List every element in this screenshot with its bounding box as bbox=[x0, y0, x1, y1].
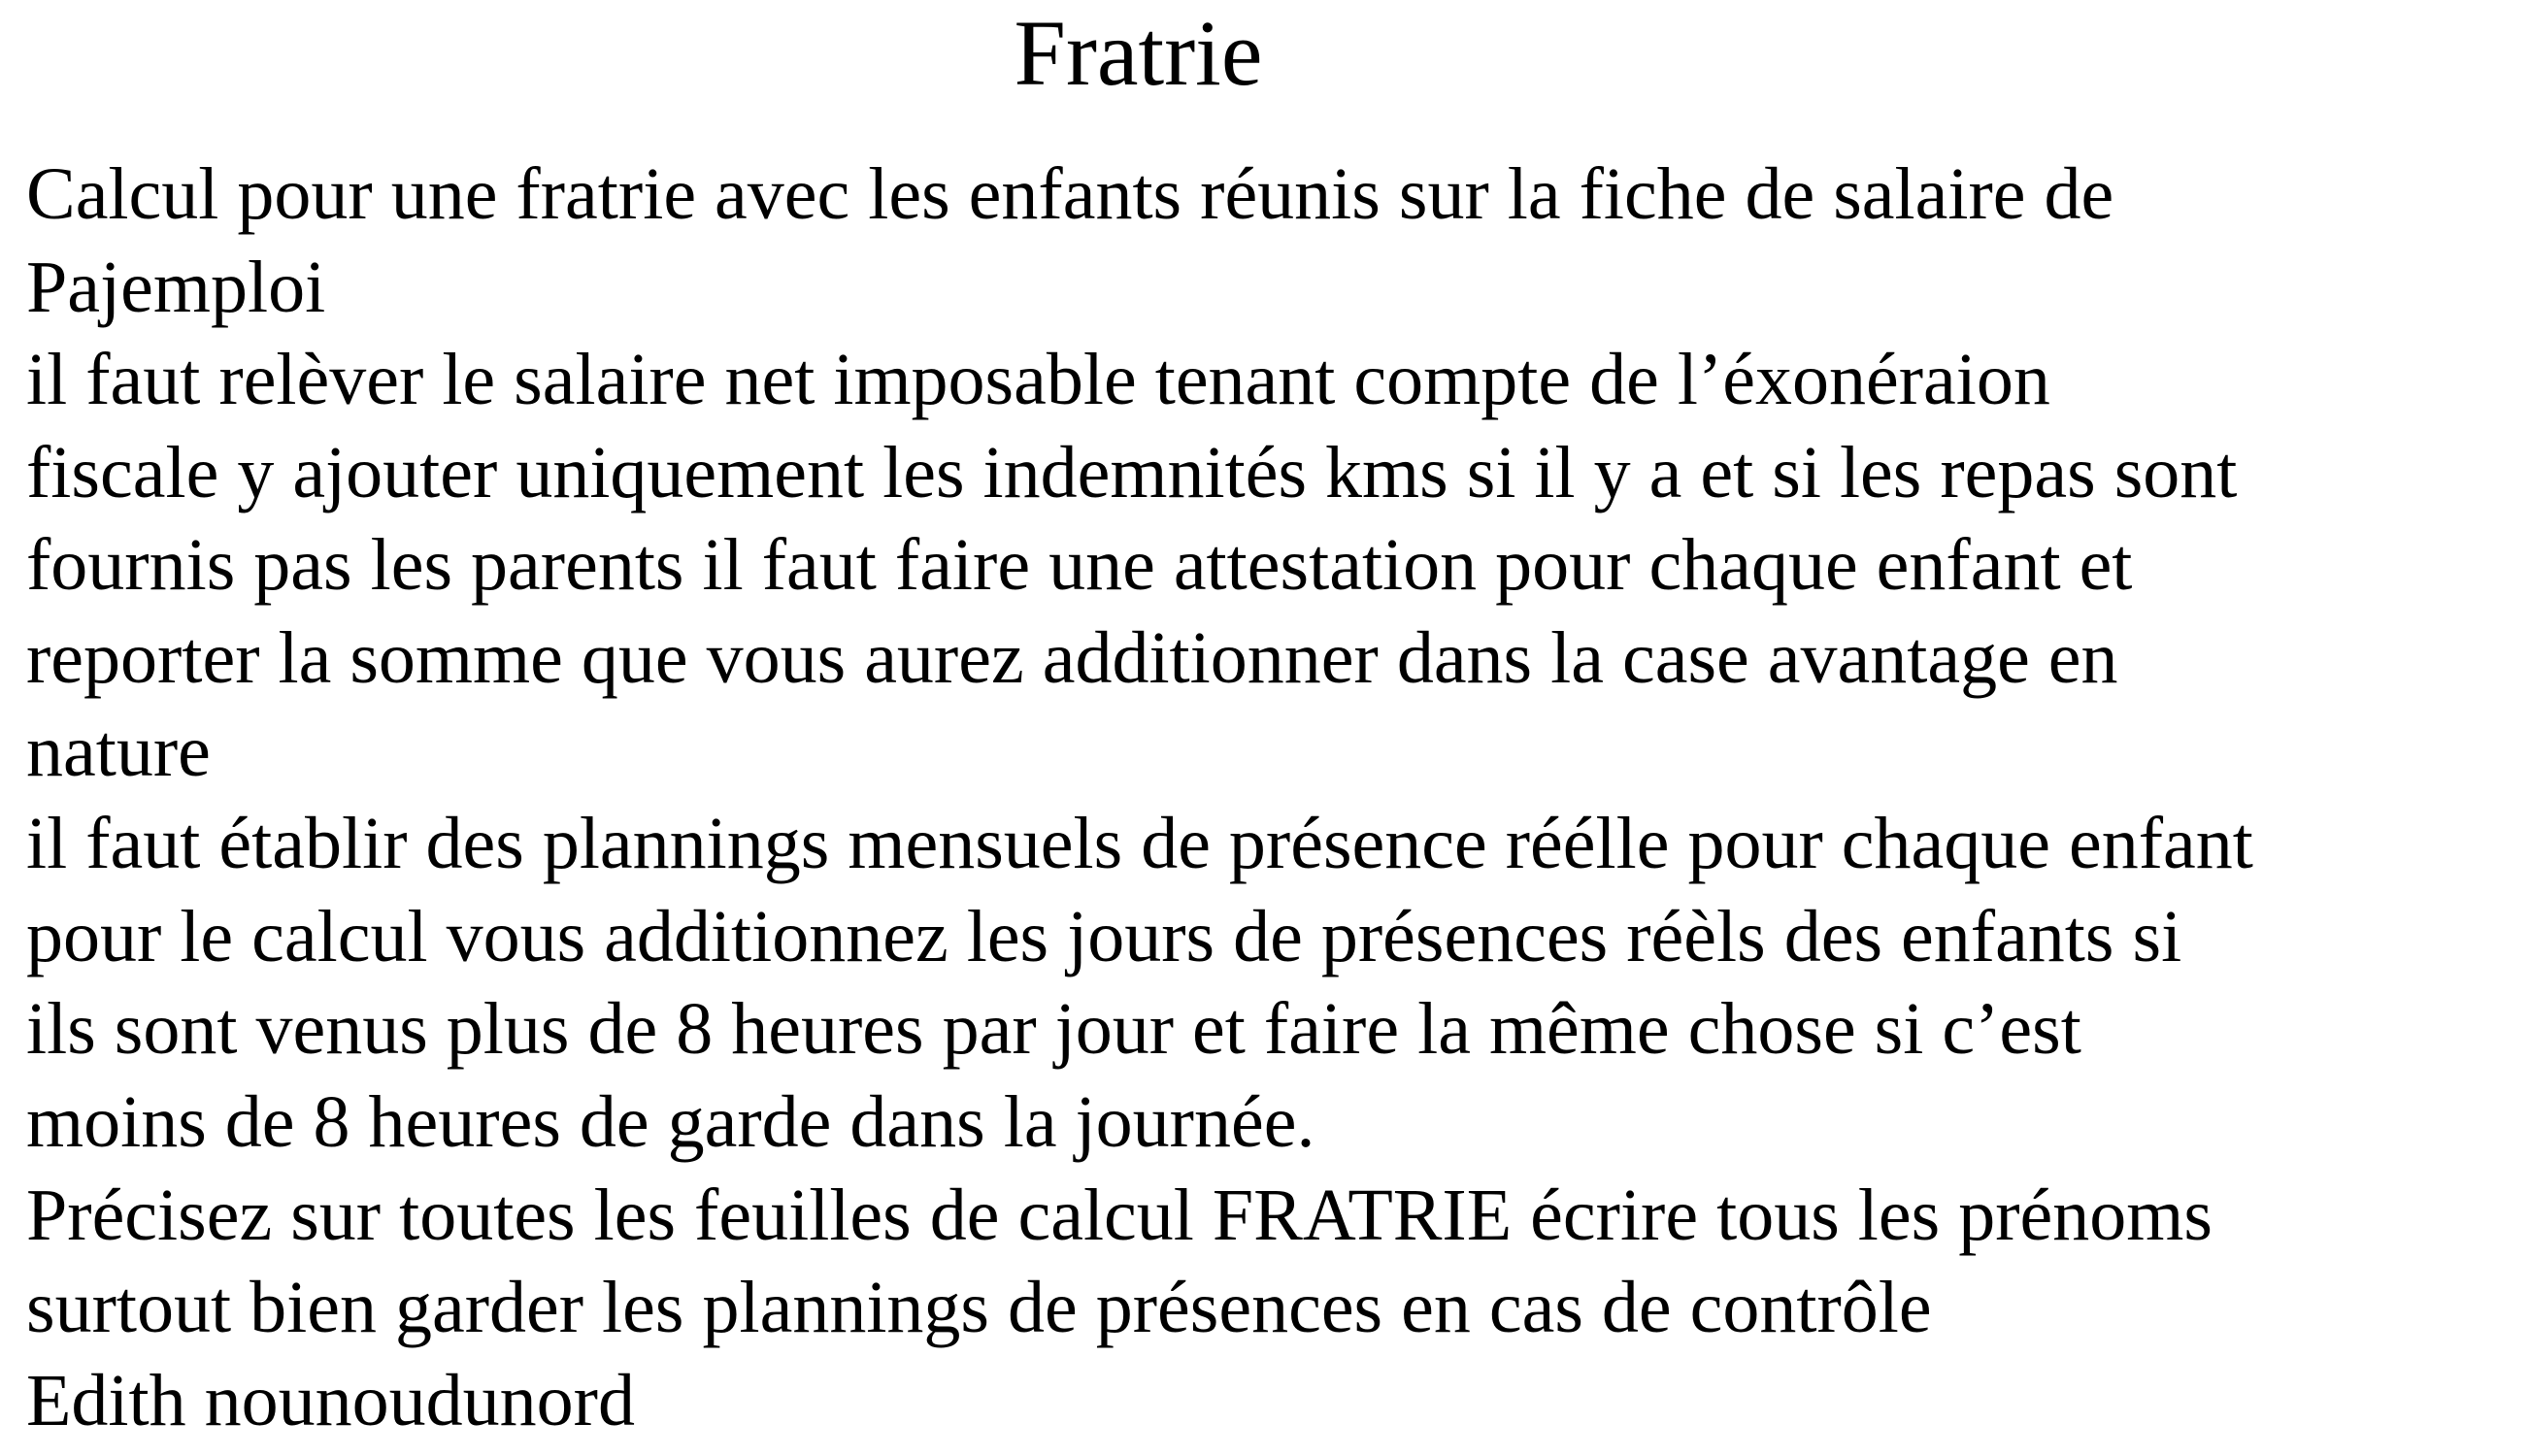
body-line: pour le calcul vous additionnez les jours de présences réèls des enfants si bbox=[26, 895, 2182, 977]
body-line: surtout bien garder les plannings de présences en cas de contrôle bbox=[26, 1267, 1932, 1349]
body-line: nature bbox=[26, 710, 211, 792]
body-line: il faut établir des plannings mensuels de présence réélle pour chaque enfant bbox=[26, 803, 2253, 885]
page-title: Fratrie bbox=[1014, 1, 1263, 105]
body-line: fournis pas les parents il faut faire une attestation pour chaque enfant et bbox=[26, 524, 2133, 607]
document-body bbox=[26, 149, 2512, 1447]
signature-line: Edith nounoudunord bbox=[26, 1359, 635, 1441]
body-line: ils sont venus plus de 8 heures par jour et faire la même chose si c’est bbox=[26, 988, 2081, 1071]
body-line: moins de 8 heures de garde dans la journée. bbox=[26, 1080, 1315, 1163]
body-line: Précisez sur toutes les feuilles de calcul FRATRIE écrire tous les prénoms bbox=[26, 1174, 2213, 1256]
body-line: reporter la somme que vous aurez additionner dans la case avantage en bbox=[26, 616, 2118, 699]
body-line: il faut relèver le salaire net imposable tenant compte de l’éxonéraion bbox=[26, 339, 2050, 421]
body-line: Pajemploi bbox=[26, 246, 326, 328]
body-line: Calcul pour une fratrie avec les enfants réunis sur la fiche de salaire de bbox=[26, 153, 2114, 235]
body-line: fiscale y ajouter uniquement les indemnités kms si il y a et si les repas sont bbox=[26, 431, 2238, 513]
